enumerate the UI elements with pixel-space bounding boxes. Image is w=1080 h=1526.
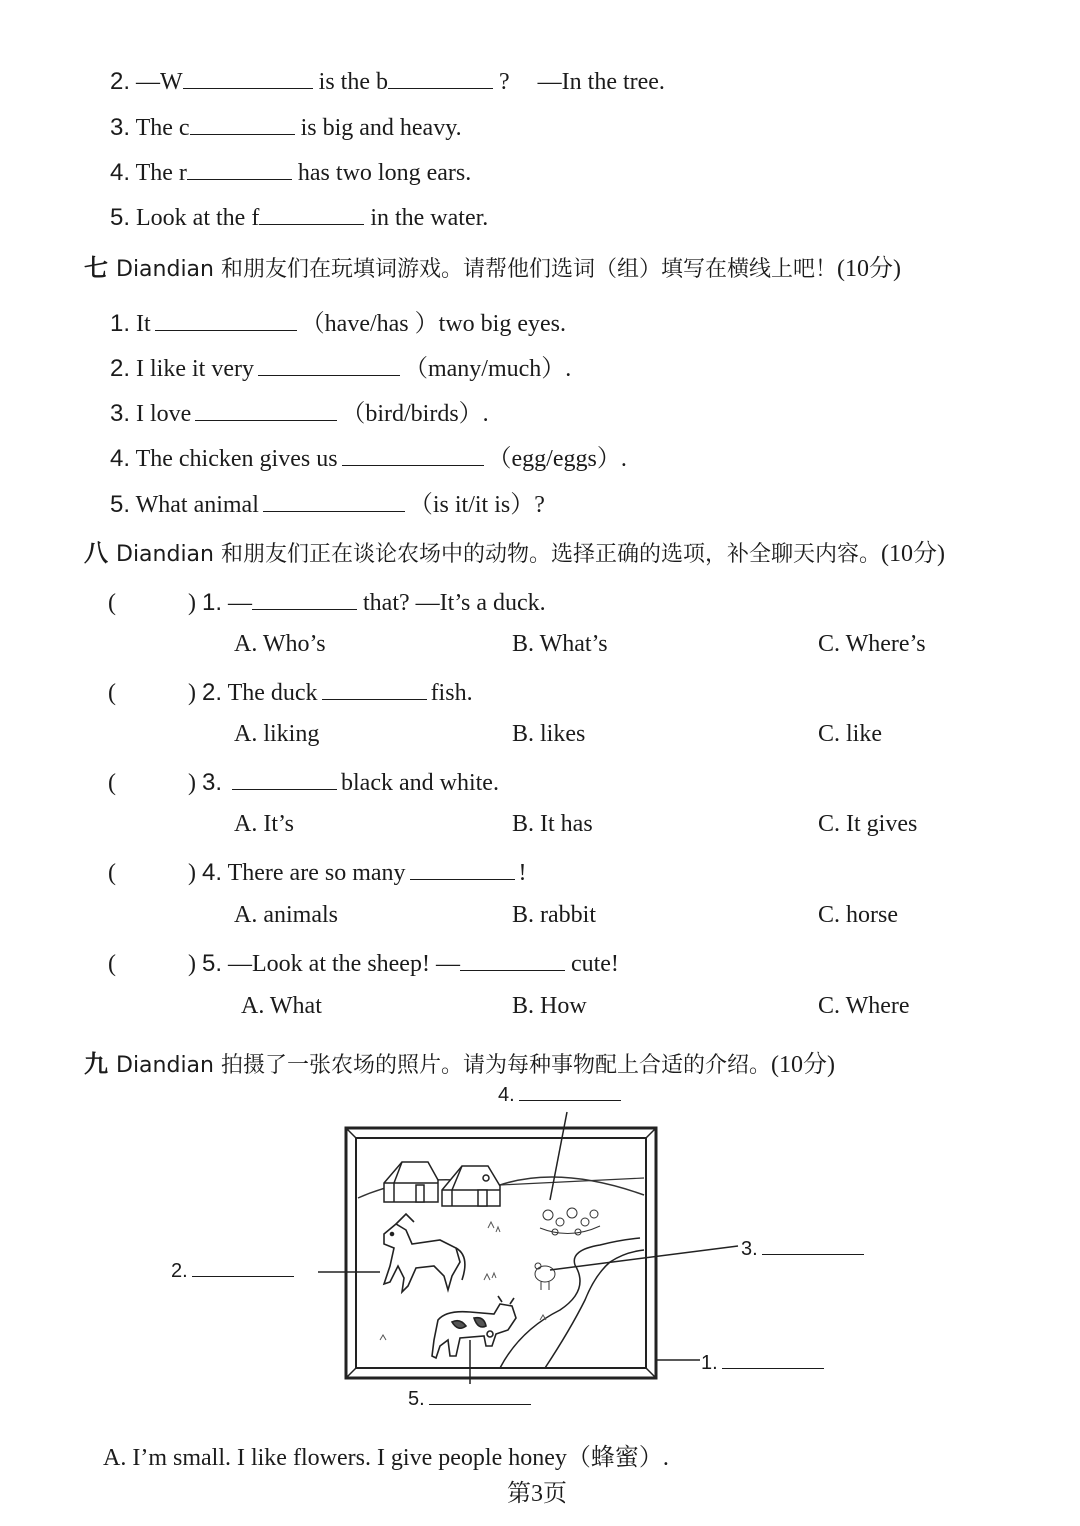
horse	[384, 1214, 465, 1292]
label-3: 3.	[741, 1236, 868, 1261]
s7-item: 1. It （have/has ）two big eyes.	[110, 310, 566, 337]
section7-heading: 七 Diandian 和朋友们在玩填词游戏。请帮他们选词（组）填写在横线上吧！(10分)	[84, 254, 901, 282]
option-b[interactable]: B. How	[512, 993, 587, 1019]
option-a[interactable]: A. animals	[234, 902, 338, 928]
s6-q5: 5. Look at the f in the water.	[110, 204, 489, 231]
s6-q4: 4. The r has two long ears.	[110, 159, 472, 186]
answer-paren[interactable]: (	[108, 860, 116, 886]
barn-right	[442, 1166, 500, 1206]
option-b[interactable]: B. What’s	[512, 631, 608, 657]
s8-question: ( ) 5. —Look at the sheep! — cute!	[108, 950, 619, 977]
option-b[interactable]: B. It has	[512, 811, 593, 837]
option-c[interactable]: C. Where’s	[818, 631, 926, 657]
s6-q3: 3. The c is big and heavy.	[110, 114, 462, 141]
label-1: 1.	[701, 1350, 828, 1375]
option-a[interactable]: A. It’s	[234, 811, 294, 837]
section9-heading: 九 Diandian 拍摄了一张农场的照片。请为每种事物配上合适的介绍。(10分)	[84, 1050, 835, 1078]
s7-item: 5. What animal （is it/it is）?	[110, 491, 545, 518]
option-a[interactable]: A. liking	[234, 721, 320, 747]
path-right-edge	[545, 1250, 644, 1368]
s8-question: ( ) 2. The duck fish.	[108, 679, 473, 706]
s7-item: 4. The chicken gives us （egg/eggs）.	[110, 445, 627, 472]
option-b[interactable]: B. rabbit	[512, 902, 596, 928]
label-2: 2.	[171, 1258, 298, 1283]
label-4: 4.	[498, 1082, 625, 1107]
option-c[interactable]: C. It gives	[818, 811, 918, 837]
section9-option-a: A. I’m small. I like flowers. I give people honey（蜂蜜）.	[103, 1445, 669, 1471]
pointer-3	[550, 1246, 738, 1270]
s8-question: ( ) 3. black and white.	[108, 769, 499, 796]
s8-question: ( ) 4. There are so many !	[108, 859, 527, 886]
option-a[interactable]: A. Who’s	[234, 631, 326, 657]
answer-paren[interactable]: (	[108, 680, 116, 706]
barn-left	[384, 1162, 438, 1202]
cow	[432, 1296, 516, 1358]
answer-paren[interactable]: (	[108, 770, 116, 796]
option-b[interactable]: B. likes	[512, 721, 586, 747]
s7-item: 2. I like it very （many/much）.	[110, 355, 572, 382]
option-c[interactable]: C. Where	[818, 993, 910, 1019]
section8-heading: 八 Diandian 和朋友们正在谈论农场中的动物。选择正确的选项，补全聊天内容。(10分)	[84, 539, 945, 567]
s7-item: 3. I love （bird/birds）.	[110, 400, 489, 427]
sheep	[535, 1263, 555, 1290]
option-a[interactable]: A. What	[241, 993, 322, 1019]
s6-q2: 2. —W is the b ? —In the tree.	[110, 68, 665, 95]
s8-question: ( ) 1. — that? —It’s a duck.	[108, 589, 546, 616]
label-5: 5.	[408, 1386, 535, 1411]
pointer-4	[550, 1112, 567, 1200]
option-c[interactable]: C. horse	[818, 902, 898, 928]
flowers-bees	[540, 1208, 600, 1235]
option-c[interactable]: C. like	[818, 721, 882, 747]
page-number: 第3页	[507, 1481, 567, 1507]
answer-paren[interactable]: (	[108, 951, 116, 977]
answer-paren[interactable]: (	[108, 590, 116, 616]
